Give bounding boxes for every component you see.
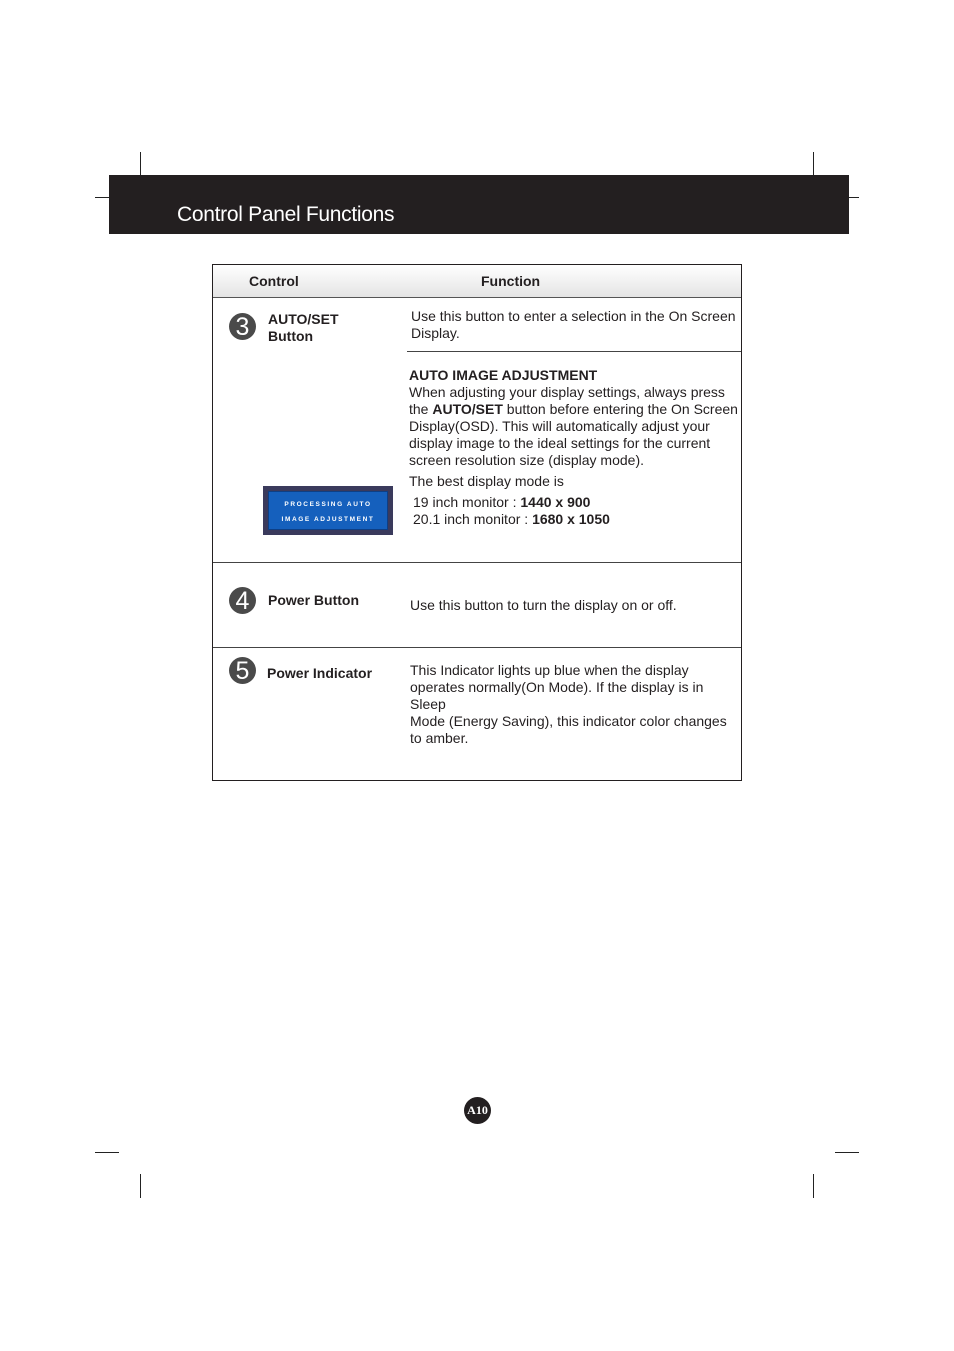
auto-adjustment-heading: AUTO IMAGE ADJUSTMENT	[409, 367, 598, 383]
mode-value: 1440 x 900	[520, 494, 591, 510]
mode-value: 1680 x 1050	[532, 511, 610, 527]
text-line: Display.	[411, 325, 460, 341]
crop-mark	[140, 152, 141, 176]
display-mode-19	[409, 494, 741, 511]
column-header-control: Control	[249, 273, 299, 289]
osd-message-image	[263, 486, 393, 535]
text-line: Mode (Energy Saving), this indicator color changes	[410, 713, 727, 729]
display-mode-20	[409, 511, 741, 528]
text-span: button before entering the On Screen	[502, 401, 738, 417]
function-description: Use this button to turn the display on or off.	[410, 597, 677, 613]
mode-label: 19 inch monitor :	[413, 494, 521, 510]
text-line: screen resolution size (display mode).	[409, 452, 644, 468]
crop-mark	[95, 1152, 119, 1153]
control-label: Power Button	[268, 592, 359, 608]
header-bar	[109, 175, 849, 234]
mode-label: 20.1 inch monitor :	[413, 511, 533, 527]
text-line: Use this button to enter a selection in the On Screen	[411, 308, 736, 324]
text-line: When adjusting your display settings, always press	[409, 384, 725, 400]
control-label: Power Indicator	[267, 665, 373, 681]
table-header	[213, 265, 741, 298]
page-number-badge: A10	[464, 1097, 491, 1124]
text-span: the	[409, 401, 433, 417]
osd-text-line: PROCESSING AUTO	[284, 501, 372, 508]
number-5-icon: 5	[229, 657, 256, 684]
auto-adjustment-description	[409, 367, 741, 528]
page-title: Control Panel Functions	[177, 203, 395, 226]
text-line: This Indicator lights up blue when the display	[410, 662, 689, 678]
number-3-icon: 3	[229, 313, 256, 340]
row-divider	[213, 562, 741, 563]
text-line: to amber.	[410, 730, 469, 746]
text-line: Display(OSD). This will automatically adjust your	[409, 418, 710, 434]
best-mode-label: The best display mode is	[409, 473, 564, 489]
auto-set-emphasis: AUTO/SET	[432, 401, 503, 417]
column-header-function: Function	[481, 273, 541, 289]
divider	[407, 351, 741, 352]
control-function-table	[212, 264, 742, 781]
text-line: operates normally(On Mode). If the display is in Sleep	[410, 679, 704, 712]
text-line	[409, 401, 741, 418]
control-label	[268, 311, 339, 345]
crop-mark	[835, 1152, 859, 1153]
crop-mark	[813, 1174, 814, 1198]
osd-text-line: IMAGE ADJUSTMENT	[281, 516, 375, 523]
crop-mark	[140, 1174, 141, 1198]
control-label-line: Button	[268, 328, 314, 344]
row-divider	[213, 647, 741, 648]
crop-mark	[813, 152, 814, 176]
number-4-icon: 4	[229, 587, 256, 614]
osd-screen	[268, 491, 388, 530]
function-description	[410, 662, 740, 747]
control-label-line: AUTO/SET	[268, 311, 339, 327]
text-line: display image to the ideal settings for the current	[409, 435, 711, 451]
function-description	[411, 308, 739, 342]
